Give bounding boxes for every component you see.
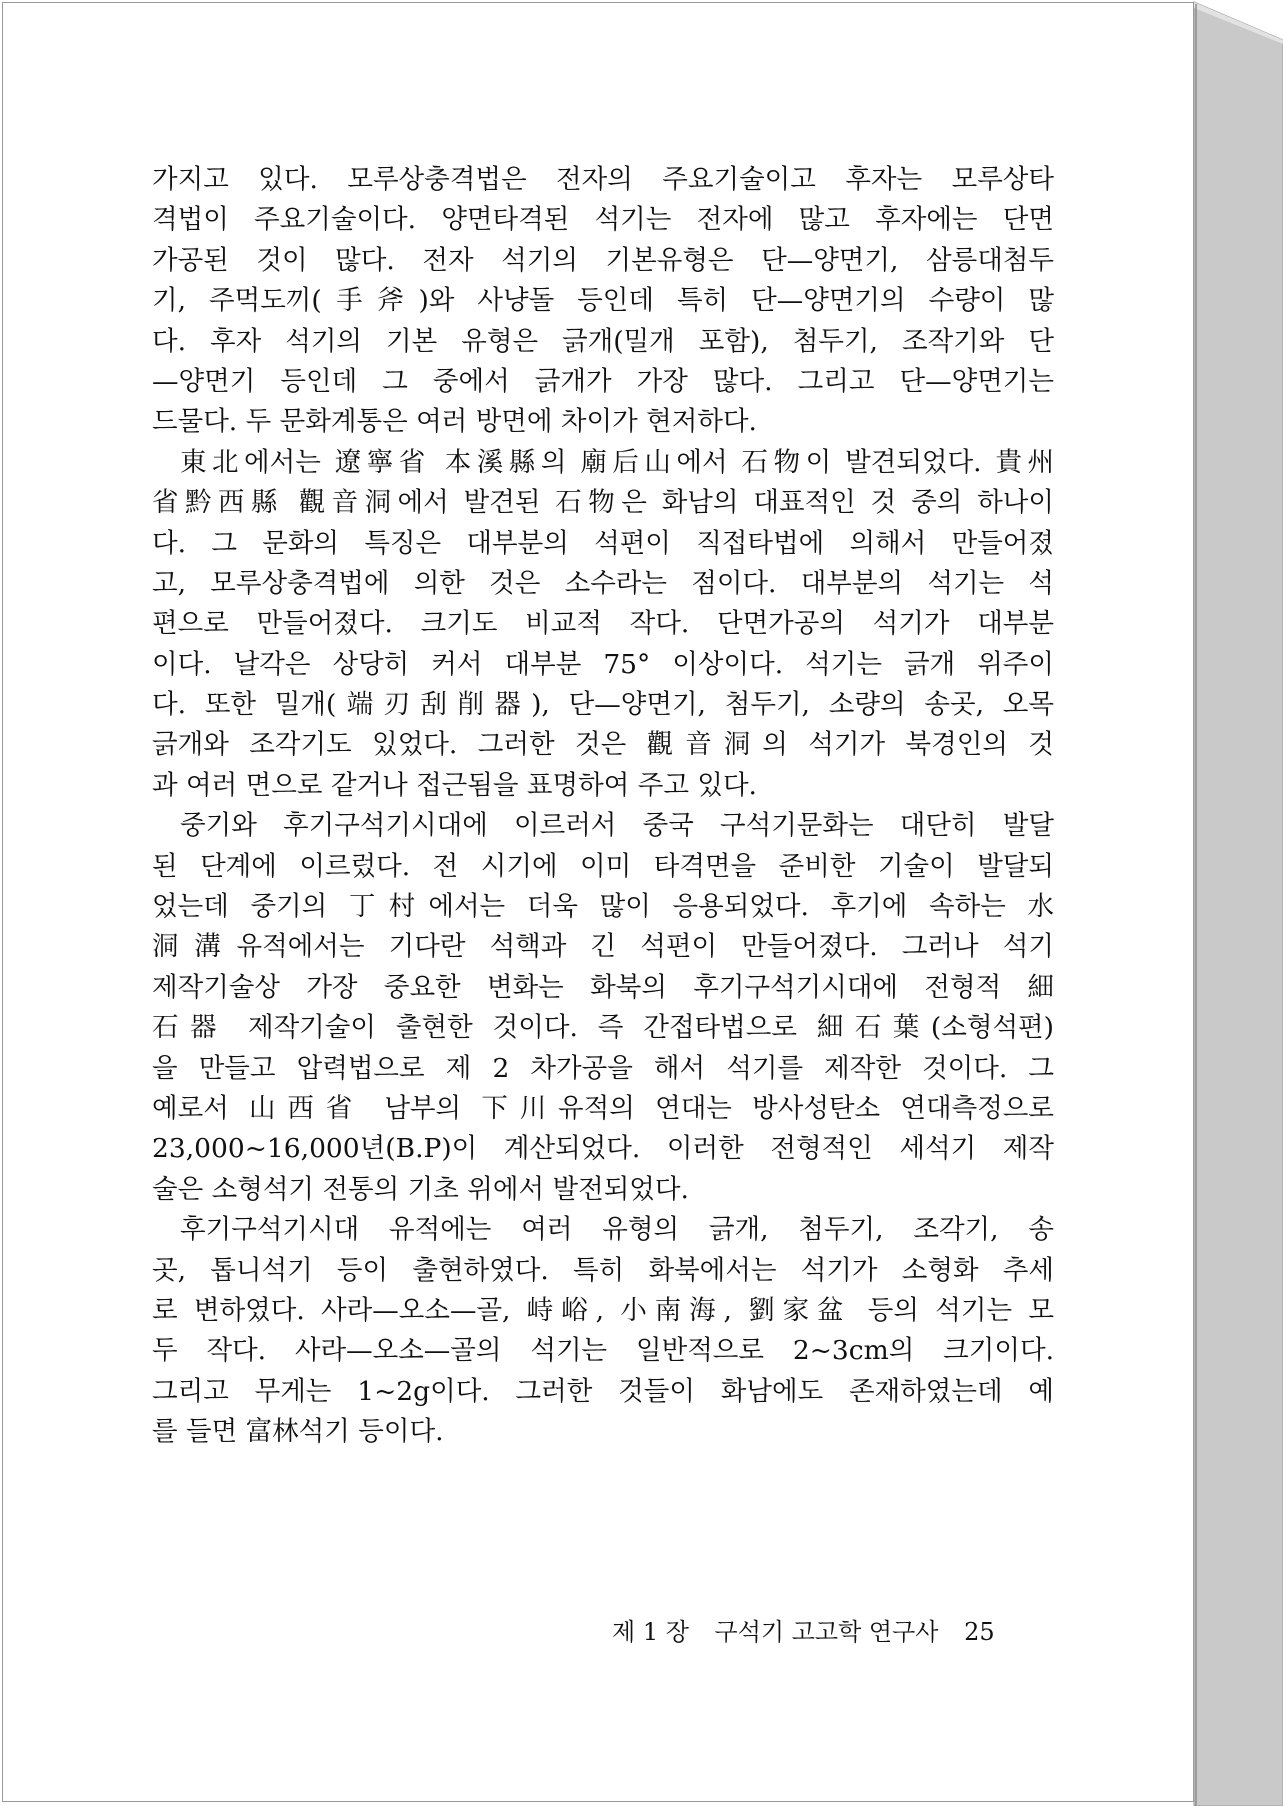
page-number: 25: [964, 1618, 995, 1646]
text-line: 제작기술상 가장 중요한 변화는 화북의 후기구석기시대에 전형적 細: [152, 971, 1054, 1003]
text-line: 긁개와 조각기도 있었다. 그러한 것은 觀音洞의 석기가 북경인의 것: [152, 729, 1054, 761]
text-line: 과 여러 면으로 같거나 접근됨을 표명하여 주고 있다.: [152, 769, 757, 801]
text-line: 를 들면 富林석기 등이다.: [152, 1416, 444, 1448]
text-line: 다. 또한 밀개(端刃刮削器), 단—양면기, 첨두기, 소량의 송곳, 오목: [152, 689, 1054, 721]
text-line: 곳, 톱니석기 등이 출현하였다. 특히 화북에서는 석기가 소형화 추세: [152, 1254, 1054, 1286]
text-line: 23,000~16,000년(B.P)이 계산되었다. 이러한 전형적인 세석기 제작: [152, 1133, 1054, 1165]
text-line: 중기와 후기구석기시대에 이르러서 중국 구석기문화는 대단히 발달: [180, 810, 1054, 842]
text-line: 두 작다. 사라—오소—골의 석기는 일반적으로 2~3cm의 크기이다.: [152, 1335, 1054, 1367]
text-line: —양면기 등인데 그 중에서 긁개가 가장 많다. 그리고 단—양면기는: [152, 365, 1054, 397]
text-line: 省黔西縣 觀音洞에서 발견된 石物은 화남의 대표적인 것 중의 하나이: [152, 487, 1054, 519]
text-line: 이다. 날각은 상당히 커서 대부분 75° 이상이다. 석기는 긁개 위주이: [152, 648, 1054, 680]
text-line: 洞溝유적에서는 기다란 석핵과 긴 석편이 만들어졌다. 그러나 석기: [152, 931, 1054, 963]
text-line: 다. 그 문화의 특징은 대부분의 석편이 직접타법에 의해서 만들어졌: [152, 527, 1054, 559]
text-line: 가공된 것이 많다. 전자 석기의 기본유형은 단—양면기, 삼릉대첨두: [152, 244, 1054, 276]
footer-title: 구석기 고고학 연구사: [714, 1618, 939, 1646]
text-line: 東北에서는 遼寧省 本溪縣의 廟后山에서 石物이 발견되었다. 貴州: [180, 446, 1054, 478]
text-line: 편으로 만들어졌다. 크기도 비교적 작다. 단면가공의 석기가 대부분: [152, 608, 1054, 640]
text-line: 그리고 무게는 1~2g이다. 그러한 것들이 화남에도 존재하였는데 예: [152, 1375, 1054, 1407]
text-line: 술은 소형석기 전통의 기초 위에서 발전되었다.: [152, 1173, 689, 1205]
text-line: 로 변하였다. 사라—오소—골, 峙峪, 小南海, 劉家盆 등의 석기는 모: [152, 1294, 1054, 1326]
text-line: 후기구석기시대 유적에는 여러 유형의 긁개, 첨두기, 조각기, 송: [180, 1214, 1054, 1246]
text-line: 을 만들고 압력법으로 제 2 차가공을 해서 석기를 제작한 것이다. 그: [152, 1052, 1054, 1084]
text-line: 드물다. 두 문화계통은 여러 방면에 차이가 현저하다.: [152, 406, 757, 438]
body-text: [152, 160, 1054, 1453]
text-line: 다. 후자 석기의 기본 유형은 긁개(밀개 포함), 첨두기, 조작기와 단: [152, 325, 1054, 357]
text-line: 기, 주먹도끼(手斧)와 사냥돌 등인데 특히 단—양면기의 수량이 많: [152, 285, 1054, 317]
running-footer: [612, 1612, 995, 1647]
text-line: 된 단계에 이르렀다. 전 시기에 이미 타격면을 준비한 기술이 발달되: [152, 850, 1054, 882]
text-line: 가지고 있다. 모루상충격법은 전자의 주요기술이고 후자는 모루상타: [152, 164, 1054, 195]
text-line: 었는데 중기의 丁村에서는 더욱 많이 응용되었다. 후기에 속하는 水: [152, 891, 1054, 923]
text-line: 石器 제작기술이 출현한 것이다. 즉 간접타법으로 細石葉(소형석편): [152, 1012, 1054, 1044]
text-line: 격법이 주요기술이다. 양면타격된 석기는 전자에 많고 후자에는 단면: [152, 204, 1054, 236]
footer-chapter: 제 1 장: [612, 1618, 689, 1646]
text-line: 고, 모루상충격법에 의한 것은 소수라는 점이다. 대부분의 석기는 석: [152, 567, 1054, 599]
text-line: 예로서 山西省 남부의 下川유적의 연대는 방사성탄소 연대측정으로: [152, 1092, 1054, 1124]
page-edge-side: [1194, 2, 1283, 1806]
